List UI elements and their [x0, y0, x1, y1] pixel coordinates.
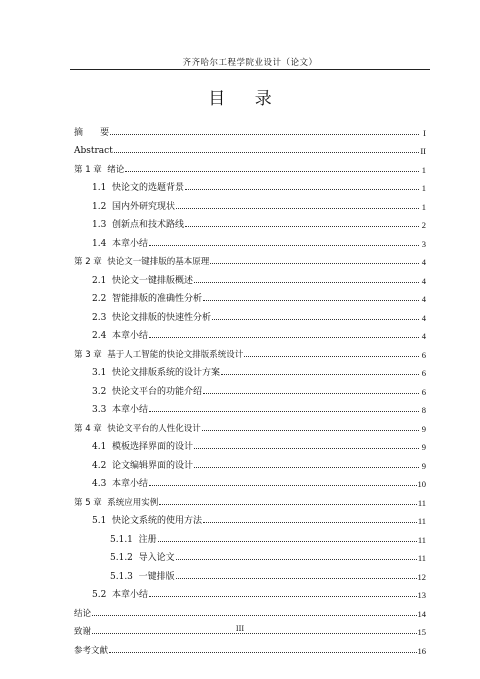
dot-leader	[149, 410, 419, 412]
toc-entry-title: 第 5 章 系统应用实例	[74, 497, 159, 508]
toc-entry-title: 第 3 章 基于人工智能的快论文排版系统设计	[74, 349, 244, 360]
toc-entry[interactable]	[74, 582, 426, 601]
toc-entry-page: 9	[421, 442, 426, 452]
toc-entry-page: 3	[421, 238, 426, 249]
toc-entry-title: 第 4 章 快论文平台的人性化设计	[74, 423, 201, 434]
toc-entry-page: 14	[417, 608, 426, 619]
toc-entry-title: 4.3 本章小结	[92, 476, 148, 489]
dot-leader	[149, 244, 419, 246]
toc-entry-title: 结论	[74, 608, 92, 619]
toc-entry-title: 2.2 智能排版的准确性分析	[92, 291, 202, 304]
toc-entry-title: 3.2 快论文平台的功能介绍	[92, 384, 202, 397]
toc-entry[interactable]	[74, 526, 426, 545]
dot-leader	[212, 318, 419, 320]
toc-entry[interactable]	[74, 471, 426, 490]
dot-leader	[176, 558, 417, 560]
toc-entry[interactable]	[74, 323, 426, 342]
toc-entry-title: 1.4 本章小结	[92, 236, 148, 249]
dot-leader	[158, 540, 417, 542]
toc-entry[interactable]	[74, 212, 426, 231]
toc-entry[interactable]	[74, 230, 426, 249]
toc-entry-title: 1.3 创新点和技术路线	[92, 217, 184, 230]
toc-entry-title: 5.2 本章小结	[92, 587, 148, 600]
dot-leader	[185, 225, 419, 227]
toc-entry[interactable]	[74, 267, 426, 286]
toc-entry[interactable]	[74, 545, 426, 564]
toc-entry[interactable]	[74, 637, 426, 656]
toc-entry[interactable]	[74, 489, 426, 508]
toc-entry-title: Abstract	[74, 146, 113, 156]
toc-entry-page: 1	[421, 183, 426, 193]
dot-leader	[244, 355, 419, 357]
dot-leader	[109, 651, 416, 653]
toc-entry[interactable]	[74, 434, 426, 453]
dot-leader	[125, 170, 419, 172]
toc-entry-title: 5.1 快论文系统的使用方法	[92, 513, 202, 526]
toc-entry[interactable]	[74, 452, 426, 471]
toc-entry-page: 10	[417, 479, 426, 489]
toc-entry[interactable]	[74, 378, 426, 397]
toc-entry-page: 4	[421, 275, 426, 286]
toc-entry-title: 2.4 本章小结	[92, 328, 148, 341]
toc-entry-page: 1	[421, 164, 426, 175]
toc-entry-title: 摘 要	[74, 125, 109, 138]
toc-entry[interactable]	[74, 341, 426, 360]
toc-entry-page: 16	[417, 645, 426, 656]
page-number: III	[235, 625, 245, 633]
dot-leader	[202, 429, 419, 431]
toc-entry-title: 5.1.3 一键排版	[110, 569, 175, 582]
toc-entry[interactable]	[74, 415, 426, 434]
toc-entry-page: 6	[421, 386, 426, 397]
dot-leader	[194, 447, 419, 449]
toc-entry[interactable]	[74, 249, 426, 268]
dot-leader	[203, 521, 417, 523]
toc-entry-title: 5.1.2 导入论文	[110, 550, 175, 563]
toc-entry-page: 4	[421, 331, 426, 341]
toc-entry-title: 3.3 本章小结	[92, 402, 148, 415]
toc-entry-title: 4.2 论文编辑界面的设计	[92, 458, 193, 471]
toc-entry-title: 1.1 快论文的选题背景	[92, 180, 184, 193]
toc-entry-page: 1	[421, 201, 426, 212]
toc-entry[interactable]	[74, 286, 426, 305]
toc-entry[interactable]	[74, 600, 426, 619]
toc-entry-title: 2.3 快论文排版的快速性分析	[92, 310, 211, 323]
toc-entry-title: 致谢	[74, 627, 92, 637]
toc-entry-title: 第 1 章 绪论	[74, 164, 125, 175]
toc-entry-title: 2.1 快论文一键排版概述	[92, 273, 193, 286]
table-of-contents	[74, 119, 426, 656]
toc-entry-page: 6	[421, 368, 426, 378]
dot-leader	[149, 595, 416, 597]
toc-entry-title: 5.1.1 注册	[110, 532, 157, 545]
toc-entry-page: I	[423, 127, 426, 138]
dot-leader	[176, 207, 419, 209]
toc-entry-page: 11	[417, 516, 426, 526]
toc-entry[interactable]	[74, 193, 426, 212]
toc-entry-title: 第 2 章 快论文一键排版的基本原理	[74, 257, 210, 267]
toc-entry-page: 11	[417, 497, 426, 508]
dot-leader	[221, 373, 419, 375]
dot-leader	[203, 392, 419, 394]
dot-leader	[110, 133, 419, 135]
toc-entry[interactable]	[74, 119, 426, 138]
toc-entry-page: 4	[421, 294, 426, 304]
dot-leader	[210, 262, 419, 264]
toc-entry-page: 4	[421, 312, 426, 323]
dot-leader	[92, 614, 416, 616]
toc-entry[interactable]	[74, 563, 426, 582]
toc-entry-title: 参考文献	[74, 645, 109, 656]
running-header: 齐齐哈尔工程学院业设计（论文）	[182, 58, 318, 68]
dot-leader	[176, 577, 417, 579]
header-rule	[70, 69, 430, 70]
toc-entry-page: 11	[417, 553, 426, 563]
toc-entry-page: 9	[421, 460, 426, 471]
dot-leader	[194, 281, 419, 283]
toc-entry-page: 2	[421, 220, 426, 230]
toc-entry[interactable]	[74, 175, 426, 194]
toc-entry-page: 12	[417, 571, 426, 582]
page-title: 目 录	[208, 89, 284, 109]
toc-entry-page: 15	[417, 627, 426, 637]
toc-entry[interactable]	[74, 360, 426, 379]
toc-entry-title: 3.1 快论文排版系统的设计方案	[92, 365, 220, 378]
toc-entry[interactable]	[74, 156, 426, 175]
toc-entry[interactable]	[74, 397, 426, 416]
toc-entry-page: 13	[417, 590, 426, 600]
toc-entry-page: 6	[421, 349, 426, 360]
toc-entry-page: 9	[421, 423, 426, 434]
toc-entry[interactable]	[74, 304, 426, 323]
toc-entry-title: 1.2 国内外研究现状	[92, 199, 175, 212]
toc-entry-title: 4.1 模板选择界面的设计	[92, 439, 193, 452]
toc-entry-page: 4	[421, 257, 426, 267]
toc-entry-page: II	[420, 146, 426, 156]
dot-leader	[203, 299, 419, 301]
toc-entry[interactable]	[74, 508, 426, 527]
dot-leader	[149, 336, 419, 338]
toc-entry-page: 8	[421, 405, 426, 415]
dot-leader	[114, 151, 419, 153]
dot-leader	[149, 484, 416, 486]
dot-leader	[159, 503, 417, 505]
toc-entry[interactable]	[74, 138, 426, 157]
dot-leader	[194, 466, 419, 468]
dot-leader	[185, 188, 419, 190]
toc-entry-page: 11	[417, 534, 426, 545]
